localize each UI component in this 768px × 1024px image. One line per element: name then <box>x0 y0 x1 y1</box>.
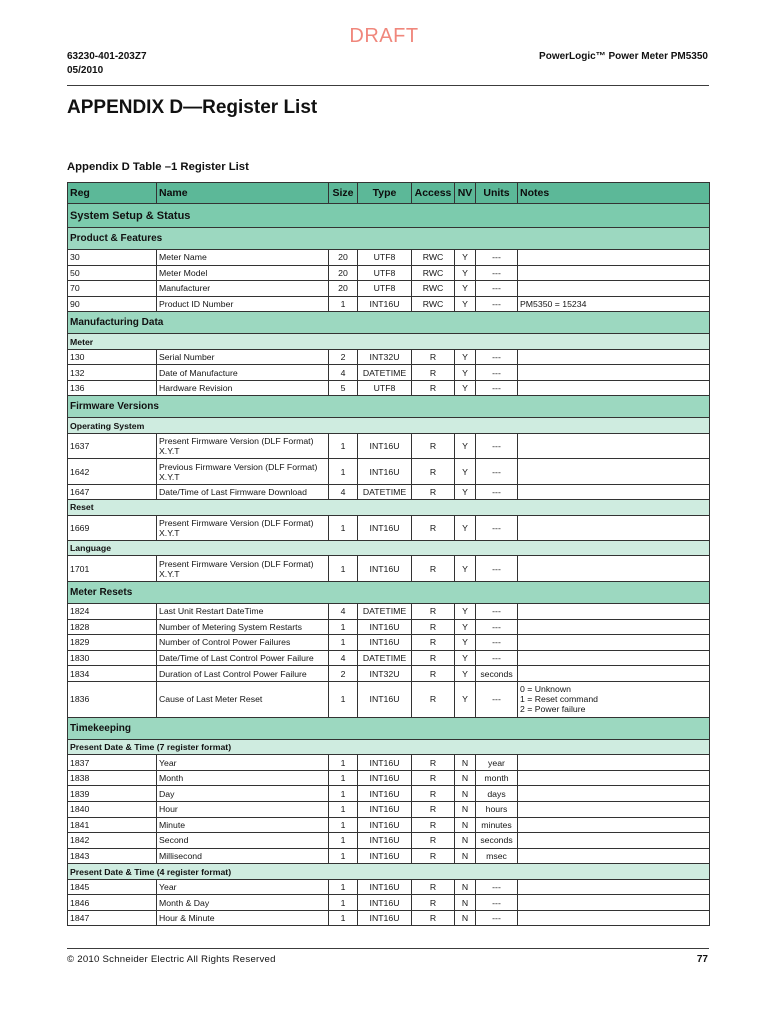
column-header-notes: Notes <box>518 183 710 203</box>
register-row <box>68 381 710 397</box>
cell-units: seconds <box>476 833 518 848</box>
cell-name: Hardware Revision <box>157 381 329 396</box>
cell-size: 1 <box>329 755 358 770</box>
cell-size: 1 <box>329 802 358 817</box>
cell-nv: Y <box>455 297 476 312</box>
column-header-reg: Reg <box>68 183 157 203</box>
cell-reg: 50 <box>68 266 157 281</box>
register-row <box>68 250 710 266</box>
cell-name: Meter Name <box>157 250 329 265</box>
subsection-heading: Firmware Versions <box>68 396 710 417</box>
cell-size: 20 <box>329 250 358 265</box>
cell-units: --- <box>476 281 518 296</box>
cell-access: RWC <box>412 297 455 312</box>
column-header-units: Units <box>476 183 518 203</box>
cell-size: 4 <box>329 651 358 666</box>
register-row <box>68 350 710 366</box>
section-heading: System Setup & Status <box>68 204 710 227</box>
cell-units: days <box>476 786 518 801</box>
group-heading: Operating System <box>68 418 710 432</box>
cell-reg: 30 <box>68 250 157 265</box>
cell-reg: 1669 <box>68 516 157 541</box>
cell-reg: 1846 <box>68 895 157 910</box>
section-row <box>68 204 710 228</box>
cell-type: INT16U <box>358 755 412 770</box>
cell-name: Meter Model <box>157 266 329 281</box>
cell-name: Number of Metering System Restarts <box>157 620 329 635</box>
cell-type: INT16U <box>358 682 412 717</box>
cell-size: 1 <box>329 620 358 635</box>
cell-name: Last Unit Restart DateTime <box>157 604 329 619</box>
cell-nv: Y <box>455 434 476 459</box>
cell-name: Date/Time of Last Control Power Failure <box>157 651 329 666</box>
cell-notes <box>518 833 710 848</box>
cell-name: Duration of Last Control Power Failure <box>157 666 329 681</box>
register-row <box>68 895 710 911</box>
cell-name: Date of Manufacture <box>157 365 329 380</box>
cell-name: Number of Control Power Failures <box>157 635 329 650</box>
cell-reg: 1839 <box>68 786 157 801</box>
group-row <box>68 541 710 556</box>
cell-units: --- <box>476 250 518 265</box>
cell-notes <box>518 516 710 541</box>
register-row <box>68 516 710 542</box>
register-row <box>68 755 710 771</box>
cell-reg: 1829 <box>68 635 157 650</box>
cell-size: 2 <box>329 666 358 681</box>
cell-notes <box>518 911 710 926</box>
subsection-heading: Product & Features <box>68 228 710 249</box>
cell-type: INT16U <box>358 911 412 926</box>
cell-notes <box>518 802 710 817</box>
cell-reg: 70 <box>68 281 157 296</box>
subsection-heading: Timekeeping <box>68 718 710 739</box>
cell-units: hours <box>476 802 518 817</box>
subsection-row <box>68 582 710 604</box>
cell-type: INT16U <box>358 556 412 581</box>
cell-access: R <box>412 771 455 786</box>
register-row <box>68 556 710 582</box>
register-row <box>68 818 710 834</box>
cell-units: --- <box>476 350 518 365</box>
cell-name: Month <box>157 771 329 786</box>
cell-type: UTF8 <box>358 250 412 265</box>
cell-name: Month & Day <box>157 895 329 910</box>
column-header-name: Name <box>157 183 329 203</box>
cell-notes <box>518 755 710 770</box>
cell-notes <box>518 880 710 895</box>
cell-nv: N <box>455 755 476 770</box>
cell-size: 1 <box>329 635 358 650</box>
cell-notes <box>518 620 710 635</box>
cell-units: --- <box>476 651 518 666</box>
cell-type: INT16U <box>358 895 412 910</box>
group-row <box>68 740 710 755</box>
cell-type: DATETIME <box>358 365 412 380</box>
cell-units: --- <box>476 266 518 281</box>
cell-nv: Y <box>455 381 476 396</box>
cell-name: Second <box>157 833 329 848</box>
cell-name: Cause of Last Meter Reset <box>157 682 329 717</box>
cell-notes <box>518 895 710 910</box>
cell-name: Serial Number <box>157 350 329 365</box>
subsection-row <box>68 312 710 334</box>
copyright-notice: © 2010 Schneider Electric All Rights Reserved <box>67 954 276 965</box>
cell-reg: 1824 <box>68 604 157 619</box>
cell-size: 20 <box>329 266 358 281</box>
cell-name: Present Firmware Version (DLF Format) X.Y.T <box>157 556 329 581</box>
cell-units: --- <box>476 895 518 910</box>
cell-size: 5 <box>329 381 358 396</box>
table-body <box>68 204 710 926</box>
cell-access: R <box>412 556 455 581</box>
cell-access: R <box>412 786 455 801</box>
cell-type: DATETIME <box>358 604 412 619</box>
cell-units: --- <box>476 365 518 380</box>
cell-nv: Y <box>455 365 476 380</box>
cell-name: Year <box>157 755 329 770</box>
cell-access: R <box>412 802 455 817</box>
cell-nv: N <box>455 833 476 848</box>
group-heading: Meter <box>68 334 710 348</box>
cell-type: INT16U <box>358 833 412 848</box>
cell-nv: Y <box>455 459 476 484</box>
cell-reg: 1842 <box>68 833 157 848</box>
draft-watermark: DRAFT <box>349 25 419 47</box>
cell-units: --- <box>476 485 518 500</box>
register-row <box>68 771 710 787</box>
subsection-row <box>68 718 710 740</box>
cell-notes <box>518 786 710 801</box>
cell-access: R <box>412 666 455 681</box>
cell-nv: N <box>455 802 476 817</box>
cell-nv: Y <box>455 651 476 666</box>
cell-notes <box>518 666 710 681</box>
cell-type: INT16U <box>358 771 412 786</box>
cell-units: year <box>476 755 518 770</box>
cell-type: INT16U <box>358 620 412 635</box>
cell-reg: 1830 <box>68 651 157 666</box>
register-row <box>68 651 710 667</box>
register-row <box>68 880 710 896</box>
cell-units: --- <box>476 381 518 396</box>
cell-size: 1 <box>329 833 358 848</box>
cell-size: 4 <box>329 485 358 500</box>
group-heading: Language <box>68 541 710 555</box>
cell-type: INT16U <box>358 818 412 833</box>
cell-units: --- <box>476 620 518 635</box>
register-row <box>68 786 710 802</box>
cell-reg: 90 <box>68 297 157 312</box>
cell-nv: N <box>455 849 476 864</box>
cell-size: 1 <box>329 682 358 717</box>
cell-access: R <box>412 604 455 619</box>
cell-access: R <box>412 651 455 666</box>
product-name: PowerLogic™ Power Meter PM5350 <box>539 51 708 62</box>
cell-name: Previous Firmware Version (DLF Format) X.Y.T <box>157 459 329 484</box>
subsection-heading: Meter Resets <box>68 582 710 603</box>
cell-reg: 132 <box>68 365 157 380</box>
column-header-size: Size <box>329 183 358 203</box>
cell-size: 1 <box>329 895 358 910</box>
group-row <box>68 500 710 515</box>
register-row <box>68 434 710 460</box>
register-row <box>68 297 710 313</box>
register-row <box>68 485 710 501</box>
group-heading: Reset <box>68 500 710 514</box>
register-row <box>68 459 710 485</box>
cell-name: Minute <box>157 818 329 833</box>
cell-reg: 1840 <box>68 802 157 817</box>
cell-access: R <box>412 620 455 635</box>
cell-notes: PM5350 = 15234 <box>518 297 710 312</box>
column-header-nv: NV <box>455 183 476 203</box>
cell-nv: Y <box>455 556 476 581</box>
cell-nv: N <box>455 880 476 895</box>
cell-name: Hour <box>157 802 329 817</box>
cell-name: Present Firmware Version (DLF Format) X.Y.T <box>157 516 329 541</box>
cell-reg: 1828 <box>68 620 157 635</box>
column-header-type: Type <box>358 183 412 203</box>
cell-notes: 0 = Unknown 1 = Reset command 2 = Power failure <box>518 682 710 717</box>
cell-type: DATETIME <box>358 485 412 500</box>
cell-nv: Y <box>455 516 476 541</box>
cell-notes <box>518 635 710 650</box>
cell-reg: 136 <box>68 381 157 396</box>
cell-nv: Y <box>455 666 476 681</box>
cell-units: --- <box>476 516 518 541</box>
cell-notes <box>518 250 710 265</box>
cell-size: 2 <box>329 350 358 365</box>
cell-notes <box>518 849 710 864</box>
group-row <box>68 418 710 433</box>
cell-size: 20 <box>329 281 358 296</box>
cell-units: --- <box>476 297 518 312</box>
cell-type: INT16U <box>358 459 412 484</box>
register-row <box>68 620 710 636</box>
cell-type: INT16U <box>358 434 412 459</box>
header-rule <box>67 85 709 86</box>
register-row <box>68 635 710 651</box>
group-heading: Present Date & Time (7 register format) <box>68 740 710 754</box>
register-row <box>68 911 710 927</box>
cell-units: msec <box>476 849 518 864</box>
cell-size: 1 <box>329 516 358 541</box>
cell-units: --- <box>476 911 518 926</box>
register-row <box>68 281 710 297</box>
register-row <box>68 365 710 381</box>
cell-name: Hour & Minute <box>157 911 329 926</box>
cell-units: --- <box>476 556 518 581</box>
group-heading: Present Date & Time (4 register format) <box>68 864 710 878</box>
footer-rule <box>67 948 709 949</box>
cell-nv: Y <box>455 266 476 281</box>
cell-units: --- <box>476 682 518 717</box>
cell-access: R <box>412 459 455 484</box>
cell-notes <box>518 266 710 281</box>
cell-access: R <box>412 485 455 500</box>
cell-name: Product ID Number <box>157 297 329 312</box>
cell-size: 1 <box>329 818 358 833</box>
cell-units: --- <box>476 635 518 650</box>
cell-type: INT16U <box>358 802 412 817</box>
cell-name: Date/Time of Last Firmware Download <box>157 485 329 500</box>
register-row <box>68 849 710 865</box>
cell-nv: Y <box>455 281 476 296</box>
cell-reg: 1847 <box>68 911 157 926</box>
cell-access: R <box>412 350 455 365</box>
cell-nv: N <box>455 895 476 910</box>
cell-type: UTF8 <box>358 381 412 396</box>
cell-access: R <box>412 833 455 848</box>
cell-access: R <box>412 755 455 770</box>
cell-type: INT16U <box>358 880 412 895</box>
cell-access: RWC <box>412 281 455 296</box>
register-row <box>68 666 710 682</box>
cell-reg: 1637 <box>68 434 157 459</box>
register-row <box>68 802 710 818</box>
cell-reg: 1647 <box>68 485 157 500</box>
group-row <box>68 864 710 879</box>
register-row <box>68 604 710 620</box>
cell-type: INT32U <box>358 666 412 681</box>
cell-name: Millisecond <box>157 849 329 864</box>
cell-notes <box>518 604 710 619</box>
cell-type: UTF8 <box>358 266 412 281</box>
cell-nv: Y <box>455 350 476 365</box>
cell-units: --- <box>476 880 518 895</box>
cell-notes <box>518 556 710 581</box>
cell-access: RWC <box>412 250 455 265</box>
cell-type: INT16U <box>358 849 412 864</box>
cell-access: R <box>412 911 455 926</box>
cell-name: Day <box>157 786 329 801</box>
cell-nv: N <box>455 911 476 926</box>
cell-size: 4 <box>329 365 358 380</box>
cell-access: R <box>412 880 455 895</box>
cell-nv: Y <box>455 604 476 619</box>
cell-reg: 130 <box>68 350 157 365</box>
cell-notes <box>518 818 710 833</box>
cell-reg: 1841 <box>68 818 157 833</box>
cell-size: 1 <box>329 434 358 459</box>
cell-notes <box>518 485 710 500</box>
table-caption: Appendix D Table –1 Register List <box>67 161 249 173</box>
cell-units: --- <box>476 459 518 484</box>
cell-type: INT16U <box>358 297 412 312</box>
subsection-heading: Manufacturing Data <box>68 312 710 333</box>
cell-size: 1 <box>329 911 358 926</box>
cell-type: INT16U <box>358 786 412 801</box>
cell-access: R <box>412 516 455 541</box>
page-number: 77 <box>696 954 708 965</box>
cell-size: 1 <box>329 771 358 786</box>
cell-notes <box>518 365 710 380</box>
cell-access: R <box>412 682 455 717</box>
cell-units: --- <box>476 434 518 459</box>
cell-size: 1 <box>329 459 358 484</box>
cell-nv: N <box>455 818 476 833</box>
cell-nv: Y <box>455 682 476 717</box>
cell-reg: 1834 <box>68 666 157 681</box>
cell-access: R <box>412 849 455 864</box>
cell-reg: 1837 <box>68 755 157 770</box>
cell-size: 1 <box>329 786 358 801</box>
cell-nv: Y <box>455 250 476 265</box>
group-row <box>68 334 710 349</box>
cell-reg: 1843 <box>68 849 157 864</box>
subsection-row <box>68 228 710 250</box>
register-row <box>68 266 710 282</box>
cell-size: 4 <box>329 604 358 619</box>
register-table <box>67 182 710 926</box>
page-title: APPENDIX D—Register List <box>67 97 318 118</box>
cell-notes <box>518 350 710 365</box>
cell-access: R <box>412 818 455 833</box>
cell-type: INT32U <box>358 350 412 365</box>
cell-type: INT16U <box>358 516 412 541</box>
cell-notes <box>518 434 710 459</box>
register-row <box>68 682 710 718</box>
cell-units: minutes <box>476 818 518 833</box>
cell-access: R <box>412 895 455 910</box>
register-row <box>68 833 710 849</box>
cell-reg: 1701 <box>68 556 157 581</box>
cell-nv: Y <box>455 635 476 650</box>
cell-notes <box>518 459 710 484</box>
cell-notes <box>518 381 710 396</box>
cell-nv: Y <box>455 620 476 635</box>
cell-access: R <box>412 434 455 459</box>
cell-size: 1 <box>329 880 358 895</box>
cell-units: month <box>476 771 518 786</box>
cell-type: DATETIME <box>358 651 412 666</box>
cell-access: R <box>412 381 455 396</box>
cell-size: 1 <box>329 297 358 312</box>
cell-reg: 1642 <box>68 459 157 484</box>
subsection-row <box>68 396 710 418</box>
cell-notes <box>518 281 710 296</box>
cell-nv: N <box>455 786 476 801</box>
cell-name: Present Firmware Version (DLF Format) X.Y.T <box>157 434 329 459</box>
cell-access: R <box>412 365 455 380</box>
column-header-access: Access <box>412 183 455 203</box>
cell-access: R <box>412 635 455 650</box>
cell-type: INT16U <box>358 635 412 650</box>
document-date: 05/2010 <box>67 65 104 76</box>
cell-size: 1 <box>329 556 358 581</box>
cell-nv: Y <box>455 485 476 500</box>
table-header-row <box>68 183 710 204</box>
cell-type: UTF8 <box>358 281 412 296</box>
cell-reg: 1838 <box>68 771 157 786</box>
cell-units: --- <box>476 604 518 619</box>
document-number: 63230-401-203Z7 <box>67 51 147 62</box>
cell-nv: N <box>455 771 476 786</box>
cell-notes <box>518 651 710 666</box>
cell-reg: 1845 <box>68 880 157 895</box>
cell-units: seconds <box>476 666 518 681</box>
cell-name: Manufacturer <box>157 281 329 296</box>
cell-size: 1 <box>329 849 358 864</box>
cell-access: RWC <box>412 266 455 281</box>
cell-notes <box>518 771 710 786</box>
cell-reg: 1836 <box>68 682 157 717</box>
cell-name: Year <box>157 880 329 895</box>
